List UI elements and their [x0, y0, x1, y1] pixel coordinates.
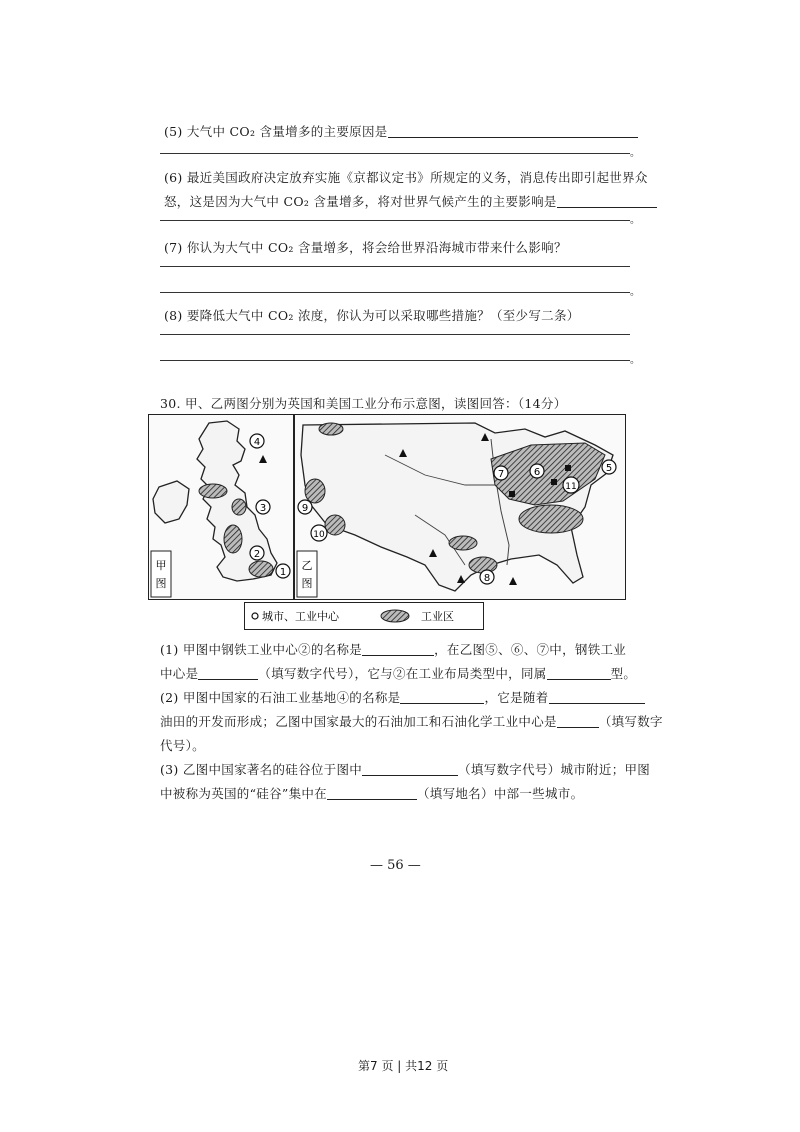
answer-line[interactable] [160, 153, 630, 154]
svg-text:9: 9 [301, 503, 309, 514]
question-7: (7) 你认为大气中 CO₂ 含量增多，将会给世界沿海城市带来什么影响？ [164, 240, 567, 255]
us-marker-6 [530, 464, 544, 478]
answer-blank[interactable] [388, 125, 638, 138]
page-number: — 56 — [370, 858, 421, 873]
uk-industry-map [148, 414, 294, 600]
question-5: (5) 大气中 CO₂ 含量增多的主要原因是 [164, 122, 638, 140]
answer-blank[interactable] [362, 643, 434, 656]
answer-blank[interactable] [557, 715, 599, 728]
industrial-zone [199, 484, 227, 498]
page-footer: 第7 页 | 共12 页 [358, 1059, 449, 1073]
q30-2-line-2: 油田的开发而形成；乙图中国家最大的石油加工和石油化学工业中心是 （填写数字 [160, 714, 663, 729]
industrial-zone [305, 479, 325, 503]
uk-marker-2 [250, 546, 264, 560]
us-marker-11 [563, 477, 579, 493]
period-mark: 。 [630, 215, 640, 226]
industrial-zone [232, 499, 246, 515]
us-marker-5 [602, 460, 616, 474]
legend-city-label: 城市、工业中心 [262, 610, 339, 623]
uk-marker-3 [256, 500, 270, 514]
svg-text:4: 4 [253, 437, 261, 448]
us-map-label: 乙 [301, 559, 313, 572]
period-mark: 。 [630, 148, 640, 159]
svg-text:10: 10 [313, 530, 325, 540]
us-marker-7 [494, 466, 508, 480]
period-mark: 。 [630, 287, 640, 298]
answer-line[interactable] [160, 266, 630, 267]
question-30-title: 30. 甲、乙两图分别为英国和美国工业分布示意图，读图回答：（14分） [160, 396, 567, 411]
uk-marker-1 [276, 564, 290, 578]
industrial-zone [249, 561, 273, 577]
industrial-zone [449, 536, 477, 550]
industrial-zone-south [519, 505, 583, 533]
us-industry-map [294, 414, 626, 600]
us-marker-9 [298, 500, 312, 514]
map-legend [244, 602, 484, 630]
answer-blank[interactable] [547, 667, 611, 680]
ireland-outline [153, 481, 189, 523]
answer-line[interactable] [160, 334, 630, 335]
answer-line[interactable] [160, 220, 630, 221]
q30-2-line-1: (2) 甲图中国家的石油工业基地④的名称是 ，它是随着 [160, 688, 645, 706]
answer-blank[interactable] [557, 195, 657, 208]
answer-blank[interactable] [549, 691, 645, 704]
oil-field-icon [509, 577, 517, 585]
map-label-box [151, 551, 171, 597]
city-symbol-icon [252, 613, 258, 619]
svg-text:8: 8 [483, 573, 491, 584]
square-marker [509, 491, 515, 497]
industrial-zone [319, 423, 343, 435]
industrial-zone [325, 515, 345, 535]
us-marker-8 [480, 570, 494, 584]
answer-blank[interactable] [362, 763, 458, 776]
uk-marker-4 [250, 434, 264, 448]
svg-text:11: 11 [565, 482, 577, 492]
svg-text:5: 5 [605, 463, 613, 474]
svg-text:3: 3 [259, 503, 267, 514]
svg-text:1: 1 [279, 567, 287, 578]
question-6-line-1: (6) 最近美国政府决定放弃实施《京都议定书》所规定的义务，消息传出即引起世界众 [164, 170, 648, 185]
question-8: (8) 要降低大气中 CO₂ 浓度，你认为可以采取哪些措施？（至少写二条） [164, 308, 580, 323]
q30-3-line-1: (3) 乙图中国家著名的硅谷位于图中 （填写数字代号）城市附近；甲图 [160, 762, 651, 777]
svg-text:图: 图 [155, 577, 167, 590]
answer-blank[interactable] [198, 667, 258, 680]
map-label-box [297, 551, 317, 597]
period-mark: 。 [630, 355, 640, 366]
industrial-zone-symbol-icon [381, 610, 409, 622]
oil-field-icon [259, 455, 267, 463]
svg-text:7: 7 [497, 469, 505, 480]
question-6-line-2: 怒，这是因为大气中 CO₂ 含量增多，将对世界气候产生的主要影响是 [164, 192, 657, 210]
answer-blank[interactable] [400, 691, 484, 704]
svg-text:6: 6 [533, 467, 541, 478]
answer-blank[interactable] [327, 787, 417, 800]
uk-map-label: 甲 [155, 559, 167, 572]
uk-map-drawing [149, 415, 293, 599]
legend-zone-label: 工业区 [421, 610, 454, 623]
answer-line[interactable] [160, 360, 630, 361]
svg-text:图: 图 [301, 577, 313, 590]
square-marker [565, 465, 571, 471]
square-marker [551, 479, 557, 485]
q30-2-line-3: 代号）。 [160, 738, 205, 753]
q30-3-line-2: 中被称为英国的“硅谷”集中在 （填写地名）中部一些城市。 [160, 786, 584, 801]
us-map-drawing [295, 415, 625, 599]
answer-line[interactable] [160, 292, 630, 293]
svg-text:2: 2 [253, 549, 261, 560]
us-marker-10 [311, 525, 327, 541]
industrial-zone [224, 525, 242, 553]
q30-1-line-1: (1) 甲图中钢铁工业中心②的名称是 ，在乙图⑤、⑥、⑦中，钢铁工业 [160, 642, 627, 657]
q30-1-line-2: 中心是 （填写数字代号），它与②在工业布局类型中，同属 型。 [160, 666, 637, 681]
